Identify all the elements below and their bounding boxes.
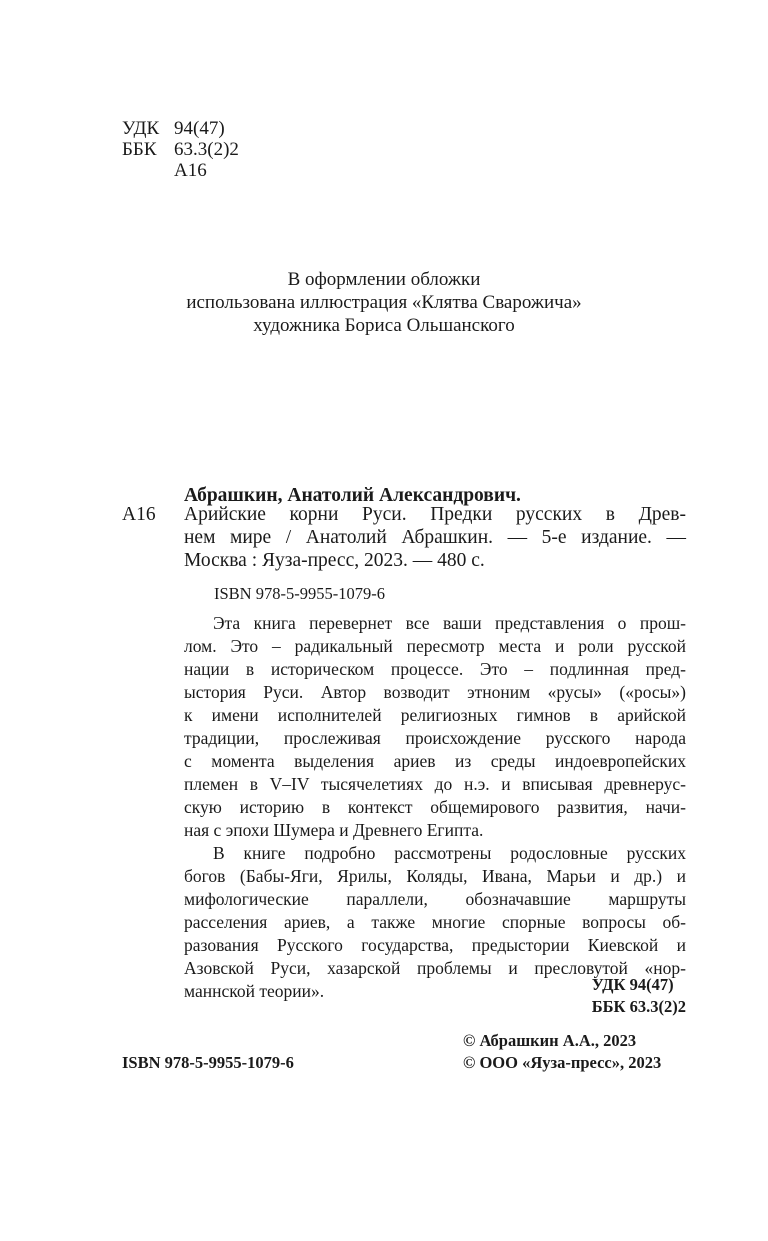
bbk-row [122,139,239,160]
bbk-bold: ББК 63.3(2)2 [591,997,686,1016]
bbk-value: 63.3(2)2 [174,139,239,160]
cover-note-line: художника Бориса Ольшанского [253,315,515,336]
biblio-line: Москва : Яуза-пресс, 2023. — 480 с. [184,550,485,571]
annotation-line: племен в V–IV тысячелетиях до н.э. и вписывая древнерус- [184,774,686,794]
cover-note-line: В оформлении обложки [287,269,481,290]
udk-bold: УДК 94(47) [591,975,674,994]
annotation-line: богов (Бабы-Яги, Ярилы, Коляды, Ивана, Марьи и др.) и [184,866,686,886]
biblio-line: нем мире / Анатолий Абрашкин. — 5-е издание. — [184,527,686,548]
annotation-line: разования Русского государства, предыстории Киевской и [184,935,686,955]
classification-bold [592,974,686,1018]
annotation-line: мифологические параллели, обозначавшие маршруты [184,889,686,909]
annotation-line: лом. Это – радикальный пересмотр места и роли русской [184,636,686,656]
annotation-line: традиции, прослеживая происхождение русского народа [184,728,686,748]
author-sign-row [122,160,239,181]
annotation-line: В книге подробно рассмотрены родословные русских [213,843,686,863]
copyright-publisher: © ООО «Яуза-пресс», 2023 [463,1053,662,1072]
udk-label: УДК [122,118,160,139]
isbn-bottom: ISBN 978-5-9955-1079-6 [122,1053,294,1072]
copyright-block [463,1030,661,1074]
annotation-line: к имени исполнителей религиозных гимнов в арийской [184,705,686,725]
annotation-line: маннской теории». [184,981,325,1001]
cover-illustration-note [0,268,768,337]
bibliographic-description [184,503,686,572]
annotation-line: Азовской Руси, хазарской проблемы и пресловутой «нор- [184,958,686,978]
annotation-line: ыстория Руси. Автор возводит этноним «русы» («росы») [184,682,686,702]
annotation-line: нации в историческом процессе. Это – подлинная пред- [184,659,686,679]
udk-row [122,118,239,139]
annotation-line: ная с эпохи Шумера и Древнего Египта. [184,820,484,840]
bbk-label: ББК [122,139,157,160]
cover-note-line: использована иллюстрация «Клятва Сварожича» [186,292,582,313]
biblio-line: Арийские корни Руси. Предки русских в Древ- [184,504,686,525]
isbn-inline: ISBN 978-5-9955-1079-6 [214,584,385,603]
annotation-line: расселения ариев, а также многие спорные вопросы об- [184,912,686,932]
copyright-author: © Абрашкин А.А., 2023 [463,1031,637,1050]
annotation-line: Эта книга перевернет все ваши представления о прош- [213,613,686,633]
author-heading: Абрашкин, Анатолий Александрович. [184,485,521,506]
annotation-line: с момента выделения ариев из среды индоевропейских [184,751,686,771]
annotation [184,612,686,1003]
author-sign: А16 [174,160,207,181]
author-sign-left: А16 [122,504,156,525]
udk-value: 94(47) [174,118,225,139]
classification-codes [122,118,239,181]
annotation-line: скую историю в контекст общемирового развития, начи- [184,797,686,817]
